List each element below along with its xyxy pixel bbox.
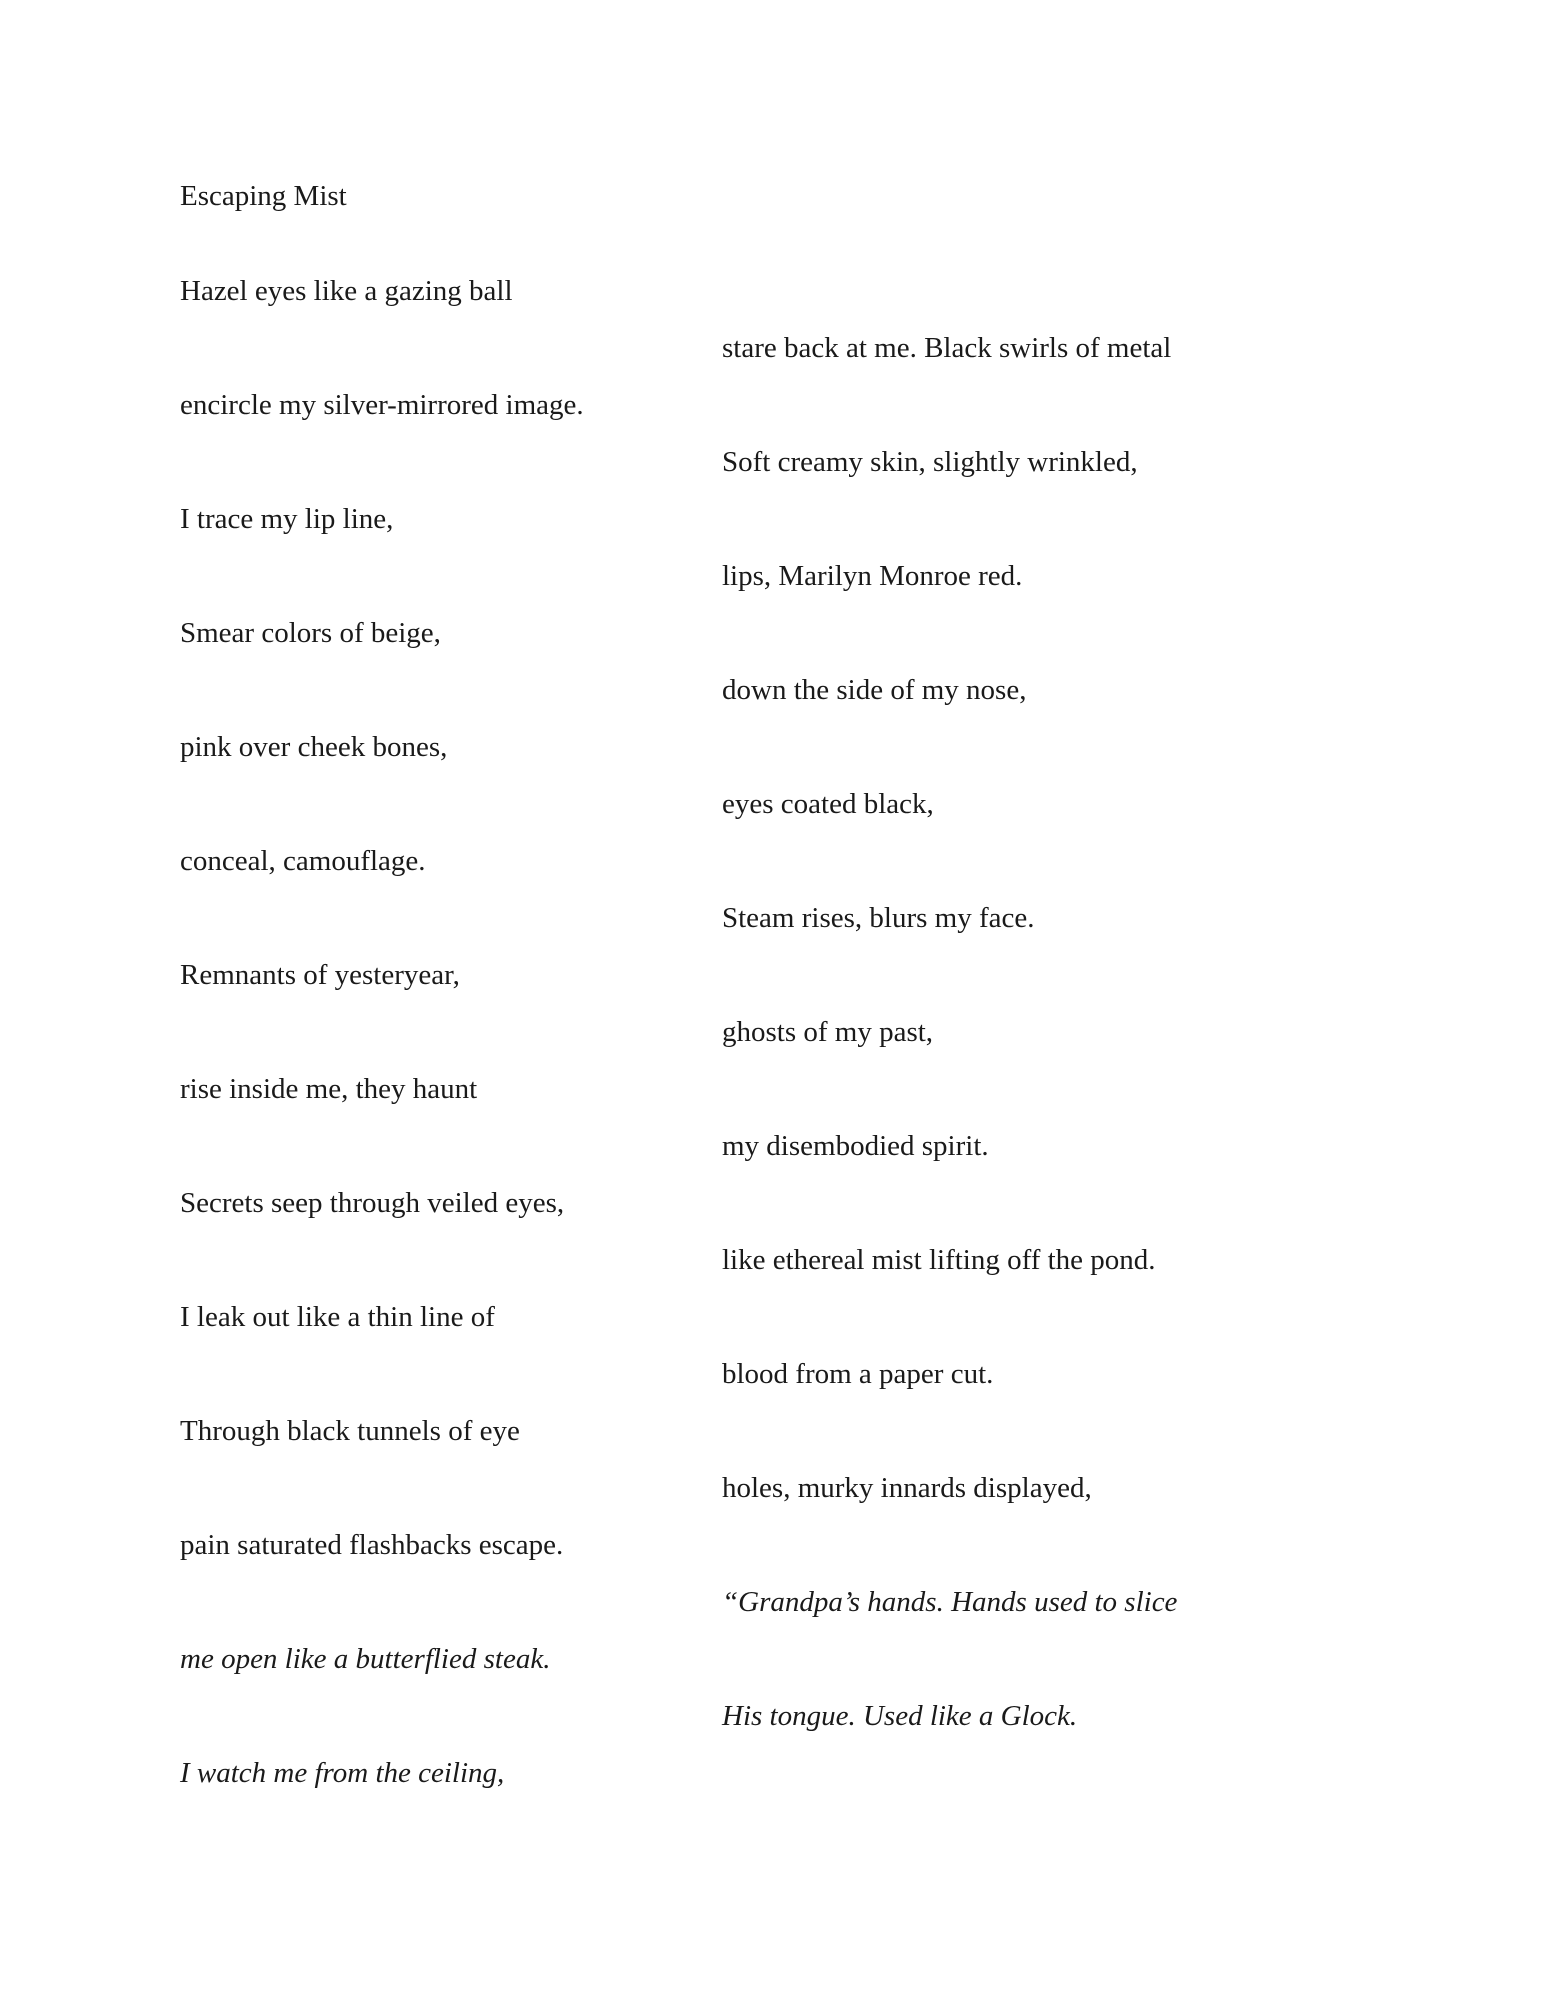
poem-line: holes, murky innards displayed,: [722, 1472, 1092, 1504]
poem-line: Hazel eyes like a gazing ball: [180, 275, 513, 307]
poem-line: down the side of my nose,: [722, 674, 1027, 706]
poem-title: Escaping Mist: [180, 180, 347, 212]
poem-line: I trace my lip line,: [180, 503, 394, 535]
poem-line: Steam rises, blurs my face.: [722, 902, 1035, 934]
poem-line-italic: “Grandpa’s hands. Hands used to slice: [722, 1586, 1178, 1618]
poem-line: I leak out like a thin line of: [180, 1301, 495, 1333]
poem-line: blood from a paper cut.: [722, 1358, 994, 1390]
poem-line: my disembodied spirit.: [722, 1130, 989, 1162]
poem-line-italic: I watch me from the ceiling,: [180, 1757, 505, 1789]
poem-line: like ethereal mist lifting off the pond.: [722, 1244, 1156, 1276]
poem-line-italic: me open like a butterflied steak.: [180, 1643, 551, 1675]
poem-line-italic: His tongue. Used like a Glock.: [722, 1700, 1078, 1732]
poem-line: conceal, camouflage.: [180, 845, 426, 877]
poem-line: Smear colors of beige,: [180, 617, 441, 649]
poem-line: Through black tunnels of eye: [180, 1415, 520, 1447]
poem-line: lips, Marilyn Monroe red.: [722, 560, 1023, 592]
poem-line: stare back at me. Black swirls of metal: [722, 332, 1172, 364]
poem-line: ghosts of my past,: [722, 1016, 934, 1048]
poem-line: encircle my silver-mirrored image.: [180, 389, 584, 421]
poem-line: Secrets seep through veiled eyes,: [180, 1187, 565, 1219]
poem-line: pink over cheek bones,: [180, 731, 448, 763]
poem-line: Remnants of yesteryear,: [180, 959, 460, 991]
poem-line: rise inside me, they haunt: [180, 1073, 478, 1105]
poem-line: Soft creamy skin, slightly wrinkled,: [722, 446, 1138, 478]
poem-line: eyes coated black,: [722, 788, 934, 820]
poem-line: pain saturated flashbacks escape.: [180, 1529, 564, 1561]
